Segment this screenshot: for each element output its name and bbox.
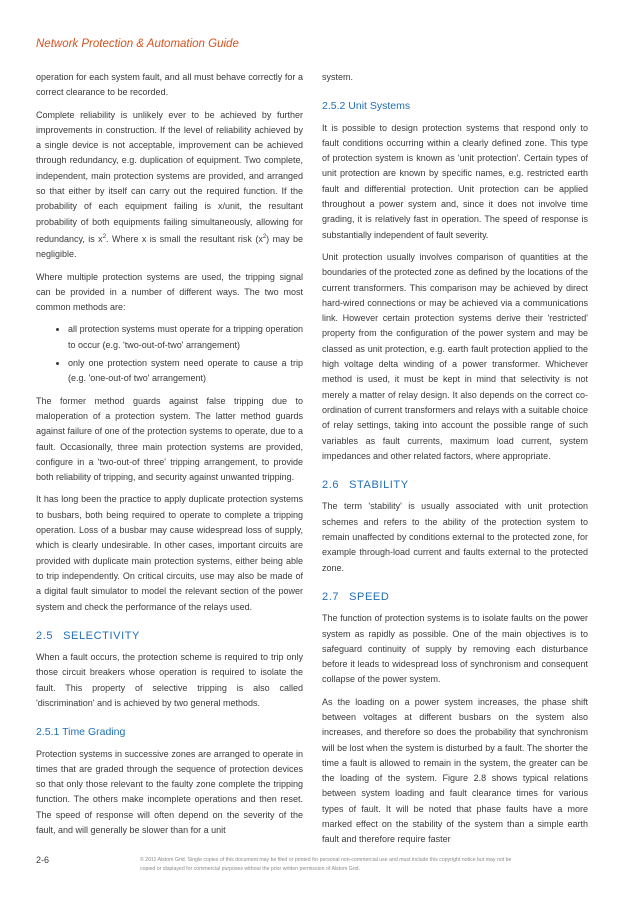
section-title: SPEED [349,590,390,603]
redundancy-text-mid: . Where x is small the resultant risk (x [106,233,263,244]
superscript: 2 [102,233,107,240]
paragraph: When a fault occurs, the protection scheme is required to trip only those circuit breakers whose operation is required to isolate the fault. This property of selective tripping is also called 'discrimination' and is achieved by two general methods. [36,652,303,708]
left-column [36,70,303,845]
paragraph: The former method guards against false tripping due to maloperation of a protection system. The latter method guards against failure of one of the protection systems to operate, due to a fault. Occasionally, three main protection systems are provided, configure in a 'two-out-of three' tripping arrangement, to provide both reliability of tripping, and security against unwanted tripping. [36,395,303,483]
paragraph: operation for each system fault, and all must behave correctly for a correct clearance to be recorded. [36,72,303,98]
paragraph: As the loading on a power system increases, the phase shift between voltages at different busbars on the system also increases, and therefore so does the probability that synchronism will be lost when the system is disturbed by a fault. The shorter the time a fault is allowed to remain in the system, the greater can be the loading of the system. Figure 2.8 shows typical relations between system loading and fault clearance times for various types of fault. It will be noted that phase faults have a more marked effect on the stability of the system than a simple earth fault and therefore require faster [322,696,588,845]
section-number: 2.6 [322,479,340,492]
paragraph: Where multiple protection systems are used, the tripping signal can be provided in a number of different ways. The two most common methods are: [36,271,303,313]
paragraph: Protection systems in successive zones are arranged to operate in times that are graded through the sequence of protection devices so that only those relevant to the faulty zone complete the tripping function. The others make incomplete operations and then reset. The speed of response will often depend on the severity of the fault, and will generally be slower than for a unit [36,748,303,836]
tripping-methods-list [36,322,303,386]
page-number: 2-6 [36,855,50,865]
redundancy-text-end: ) may be negligible. [36,233,303,260]
subsection-heading-time-grading: 2.5.1 Time Grading [36,726,126,739]
redundancy-text: Complete reliability is unlikely ever to be achieved by further improvements in construction. If the level of reliability achieved by a single device is not acceptable, improvement can be achieved through redundancy, e.g. duplication of equipment. Two complete, independent, main protection systems are provided, and arranged so that either by itself can carry out the required function. If the probability of each equipment failing is x/unit, the resultant probability of both equipments failing simultaneously, allowing for redundancy, is x [36,109,303,244]
list-item: • all protection systems must operate for a tripping operation to occur (e.g. 'two-out-of-two' arrangement) [68,322,303,353]
section-number: 2.7 [322,590,340,603]
section-title: SELECTIVITY [63,629,140,642]
section-heading-selectivity [36,629,303,644]
section-heading-stability [322,478,588,493]
list-item: • only one protection system need operate to cause a trip (e.g. 'one-out-of two' arrangement) [68,356,303,387]
section-title: STABILITY [349,479,409,492]
paragraph-redundancy [36,108,303,263]
section-heading-speed [322,590,588,605]
superscript: 2 [262,233,267,240]
paragraph: The term 'stability' is usually associated with unit protection schemes and refers to the ability of the protection system to remain unaffected by conditions external to the protected zone, for example through-load current and faults external to the protected zone. [322,501,588,573]
paragraph: It is possible to design protection systems that respond only to fault conditions occurring within a clearly defined zone. This type of protection system is known as 'unit protection'. Certain types of unit protection are known by specific names, e.g. restricted earth fault and differential protection. Unit protection can be applied throughout a power system and, since it does not involve time grading, it is relatively fast in operation. The speed of response is substantially independent of fault severity. [322,122,588,240]
copyright-notice: © 2011 Alstom Grid. Single copies of this document may be filed or printed for personal non-commercial use and must include this copyright notice but may not be copied or displayed for commercial purposes without the prior written permission of Alstom Grid. [140,857,512,872]
paragraph: The function of protection systems is to isolate faults on the power system as rapidly as possible. One of the main objectives is to safeguard continuity of supply by removing each disturbance before it leads to widespread loss of synchronism and consequent collapse of the power system. [322,613,588,685]
page-header-title: Network Protection & Automation Guide [36,38,239,50]
section-number: 2.5 [36,629,54,642]
paragraph: It has long been the practice to apply duplicate protection systems to busbars, both being required to operate to complete a tripping operation. Loss of a busbar may cause widespread loss of supply, which is clearly undesirable. In other cases, important circuits are provided with duplicate main protection systems, either being able to trip independently. On critical circuits, use may also be made of a digital fault simulator to model the relevant section of the power system and check the performance of the relays used. [36,494,303,612]
paragraph: system. [322,72,354,82]
right-column [322,70,588,855]
subsection-heading-unit-systems: 2.5.2 Unit Systems [322,100,411,113]
paragraph: Unit protection usually involves comparison of quantities at the boundaries of the protected zone as defined by the locations of the current transformers. This comparison may be achieved by direct hard-wired connections or may be achieved via a communications link. However certain protection systems derive their 'restricted' property from the configuration of the power system and may be classed as unit protection, e.g. earth fault protection applied to the high voltage delta winding of a power transformer. Whichever method is used, it must be kept in mind that selectivity is not merely a matter of relay design. It also depends on the correct co-ordination of current transformers and relays with a suitable choice of relay settings, taking into account the possible range of such variables as fault currents, maximum load current, system impedances and other related factors, where appropriate. [322,251,588,461]
